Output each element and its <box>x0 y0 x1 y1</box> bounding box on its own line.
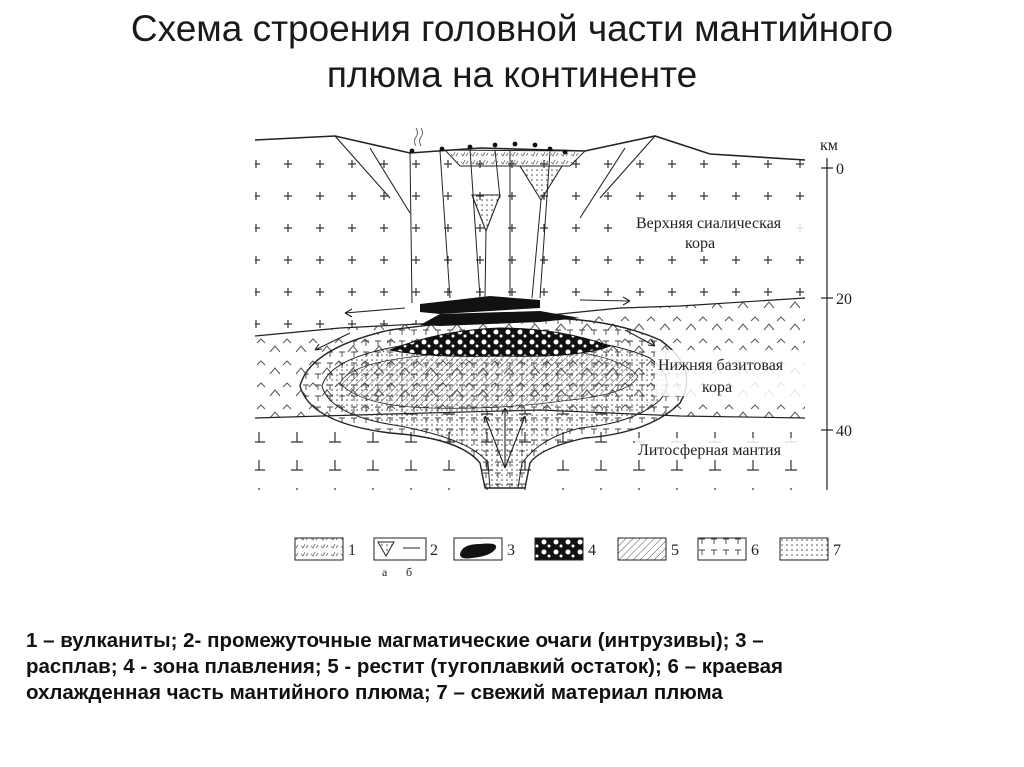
depth-unit: км <box>820 137 838 154</box>
legend-sub-a: а <box>382 565 388 579</box>
label-upper-crust-1: Верхняя сиалическая <box>636 215 782 232</box>
label-lower-crust-1: Нижняя базитовая <box>658 357 784 374</box>
caption-line-2: расплав; 4 - зона плавления; 5 - рестит (тугоплавкий остаток); 6 – краевая <box>26 655 783 678</box>
legend-num-3: 3 <box>507 542 515 559</box>
legend-swatch-4 <box>535 538 583 560</box>
legend-swatch-3 <box>454 538 502 560</box>
depth-tick-20: 20 <box>836 291 852 308</box>
legend-swatch-1 <box>295 538 343 560</box>
legend-swatch-5 <box>618 538 666 560</box>
volcanic-gas-wisps <box>415 128 423 146</box>
legend-swatch-6 <box>698 538 746 560</box>
label-lower-crust-2: кора <box>702 379 733 396</box>
slide-title <box>0 6 1024 98</box>
legend-num-1: 1 <box>348 542 356 559</box>
label-mantle: Литосферная мантия <box>638 442 781 459</box>
title-line-1: Схема строения головной части мантийного <box>130 8 894 49</box>
legend-num-6: 6 <box>751 542 759 559</box>
legend-num-4: 4 <box>588 542 596 559</box>
caption-line-3: охлажденная часть мантийного плюма; 7 – свежий материал плюма <box>26 681 723 704</box>
label-upper-crust-2: кора <box>685 235 716 252</box>
plume-head-diagram <box>240 118 860 586</box>
legend-num-2: 2 <box>430 542 438 559</box>
depth-tick-0: 0 <box>836 161 844 178</box>
legend-num-5: 5 <box>671 542 679 559</box>
legend <box>295 538 841 579</box>
legend-sub-b: б <box>406 565 413 579</box>
depth-tick-40: 40 <box>836 423 852 440</box>
legend-num-7: 7 <box>833 542 841 559</box>
title-line-2: плюма на континенте <box>326 54 698 95</box>
legend-caption <box>26 628 1001 706</box>
legend-swatch-7 <box>780 538 828 560</box>
legend-swatch-2 <box>374 538 426 560</box>
caption-line-1: 1 – вулканиты; 2- промежуточные магматические очаги (интрузивы); 3 – <box>26 629 764 652</box>
